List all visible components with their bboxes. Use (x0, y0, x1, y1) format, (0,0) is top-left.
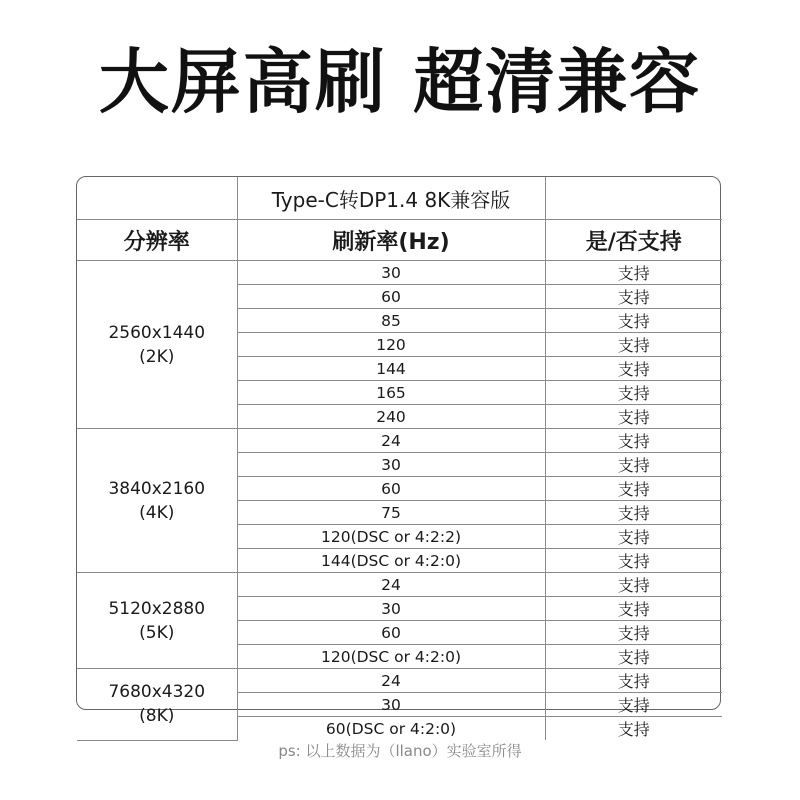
footnote: ps: 以上数据为（llano）实验室所得 (278, 742, 522, 760)
resolution-value: 5120x2880 (108, 598, 206, 619)
support-cell: 支持 (545, 645, 722, 669)
support-cell: 支持 (545, 501, 722, 525)
refresh-rate-cell: 144(DSC or 4:2:0) (237, 549, 545, 573)
refresh-rate-cell: 240 (237, 405, 545, 429)
table-row (77, 573, 722, 597)
refresh-rate-cell: 60 (237, 621, 545, 645)
support-cell: 支持 (545, 621, 722, 645)
resolution-tag: (4K) (139, 502, 175, 523)
refresh-rate-cell: 24 (237, 669, 545, 693)
support-cell: 支持 (545, 573, 722, 597)
support-cell: 支持 (545, 429, 722, 453)
refresh-rate-cell: 144 (237, 357, 545, 381)
resolution-cell (77, 573, 237, 669)
refresh-rate-cell: 24 (237, 429, 545, 453)
support-cell: 支持 (545, 549, 722, 573)
table-row (77, 669, 722, 693)
support-cell: 支持 (545, 717, 722, 741)
refresh-rate-cell: 30 (237, 261, 545, 285)
support-cell: 支持 (545, 453, 722, 477)
support-cell: 支持 (545, 381, 722, 405)
resolution-tag: (2K) (139, 346, 175, 367)
resolution-cell (77, 261, 237, 429)
refresh-rate-cell: 60 (237, 285, 545, 309)
refresh-rate-cell: 30 (237, 597, 545, 621)
support-cell: 支持 (545, 693, 722, 717)
refresh-rate-cell: 24 (237, 573, 545, 597)
support-cell: 支持 (545, 405, 722, 429)
page-headline: 大屏高刷 超清兼容 (98, 41, 702, 123)
support-cell: 支持 (545, 333, 722, 357)
support-cell: 支持 (545, 261, 722, 285)
resolution-tag: (8K) (139, 706, 175, 727)
refresh-rate-cell: 85 (237, 309, 545, 333)
product-name-header: Type-C转DP1.4 8K兼容版 (237, 177, 545, 220)
table-body (77, 261, 722, 741)
refresh-rate-cell: 30 (237, 453, 545, 477)
support-cell: 支持 (545, 309, 722, 333)
refresh-rate-column-header: 刷新率(Hz) (237, 220, 545, 261)
support-cell: 支持 (545, 285, 722, 309)
resolution-value: 2560x1440 (108, 322, 206, 343)
table-row (77, 429, 722, 453)
blank-header-left (77, 177, 237, 220)
support-cell: 支持 (545, 525, 722, 549)
support-cell: 支持 (545, 357, 722, 381)
support-cell: 支持 (545, 669, 722, 693)
refresh-rate-cell: 120(DSC or 4:2:2) (237, 525, 545, 549)
refresh-rate-cell: 120(DSC or 4:2:0) (237, 645, 545, 669)
resolution-cell (77, 669, 237, 741)
compatibility-table (76, 176, 721, 739)
refresh-rate-cell: 60 (237, 477, 545, 501)
refresh-rate-cell: 60(DSC or 4:2:0) (237, 717, 545, 741)
resolution-cell (77, 429, 237, 573)
resolution-column-header: 分辨率 (77, 220, 237, 261)
support-column-header: 是/否支持 (545, 220, 722, 261)
support-cell: 支持 (545, 477, 722, 501)
refresh-rate-cell: 30 (237, 693, 545, 717)
resolution-value: 3840x2160 (108, 478, 206, 499)
refresh-rate-cell: 120 (237, 333, 545, 357)
support-cell: 支持 (545, 597, 722, 621)
resolution-value: 7680x4320 (108, 682, 206, 703)
blank-header-right (545, 177, 722, 220)
refresh-rate-cell: 165 (237, 381, 545, 405)
table-row (77, 261, 722, 285)
refresh-rate-cell: 75 (237, 501, 545, 525)
resolution-tag: (5K) (139, 622, 175, 643)
